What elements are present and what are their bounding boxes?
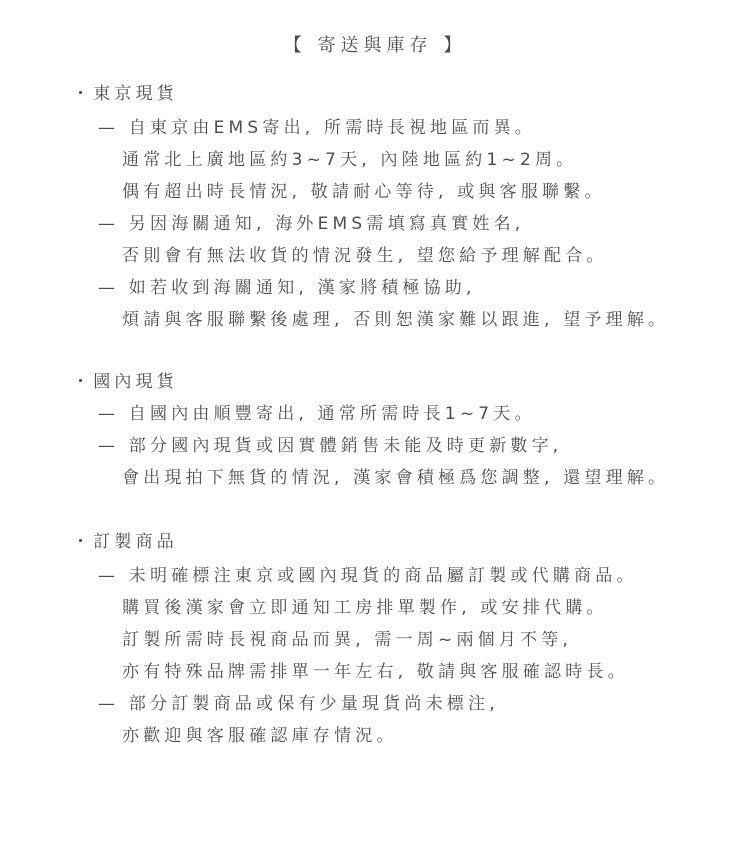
section-heading: ・訂製商品 xyxy=(72,532,178,552)
list-item: — 自東京由EMS寄出, 所需時長視地區而異。 xyxy=(98,118,537,138)
list-item-continuation: 會出現拍下無貨的情況, 漢家會積極爲您調整, 還望理解。 xyxy=(122,468,670,488)
section-heading: ・國內現貨 xyxy=(72,372,178,392)
list-item-continuation: 煩請與客服聯繫後處理, 否則恕漢家難以跟進, 望予理解。 xyxy=(122,310,670,330)
list-item-continuation: 訂製所需時長視商品而異, 需一周~兩個月不等, xyxy=(122,630,573,650)
list-item: — 另因海關通知, 海外EMS需填寫真實姓名, xyxy=(98,214,525,234)
section-heading: ・東京現貨 xyxy=(72,84,178,104)
list-item: — 未明確標注東京或國內現貨的商品屬訂製或代購商品。 xyxy=(98,566,638,586)
list-item-continuation: 亦有特殊品牌需排單一年左右, 敬請與客服確認時長。 xyxy=(122,662,629,682)
list-item-continuation: 否則會有無法收貨的情況發生, 望您給予理解配合。 xyxy=(122,246,608,266)
list-item: — 部分國內現貨或因實體銷售未能及時更新數字, xyxy=(98,436,563,456)
list-item: — 部分訂製商品或保有少量現貨尚未標注, xyxy=(98,694,499,714)
list-item: — 自國內由順豐寄出, 通常所需時長1~7天。 xyxy=(98,404,536,424)
list-item-continuation: 購買後漢家會立即通知工房排單製作, 或安排代購。 xyxy=(122,598,608,618)
list-item-continuation: 偶有超出時長情況, 敬請耐心等待, 或與客服聯繫。 xyxy=(122,182,606,202)
list-item: — 如若收到海關通知, 漢家將積極協助, xyxy=(98,278,476,298)
page-title: 【 寄送與庫存 】 xyxy=(283,35,467,56)
list-item-continuation: 亦歡迎與客服確認庫存情況。 xyxy=(122,726,398,746)
list-item-continuation: 通常北上廣地區約3~7天, 內陸地區約1~2周。 xyxy=(122,150,578,170)
